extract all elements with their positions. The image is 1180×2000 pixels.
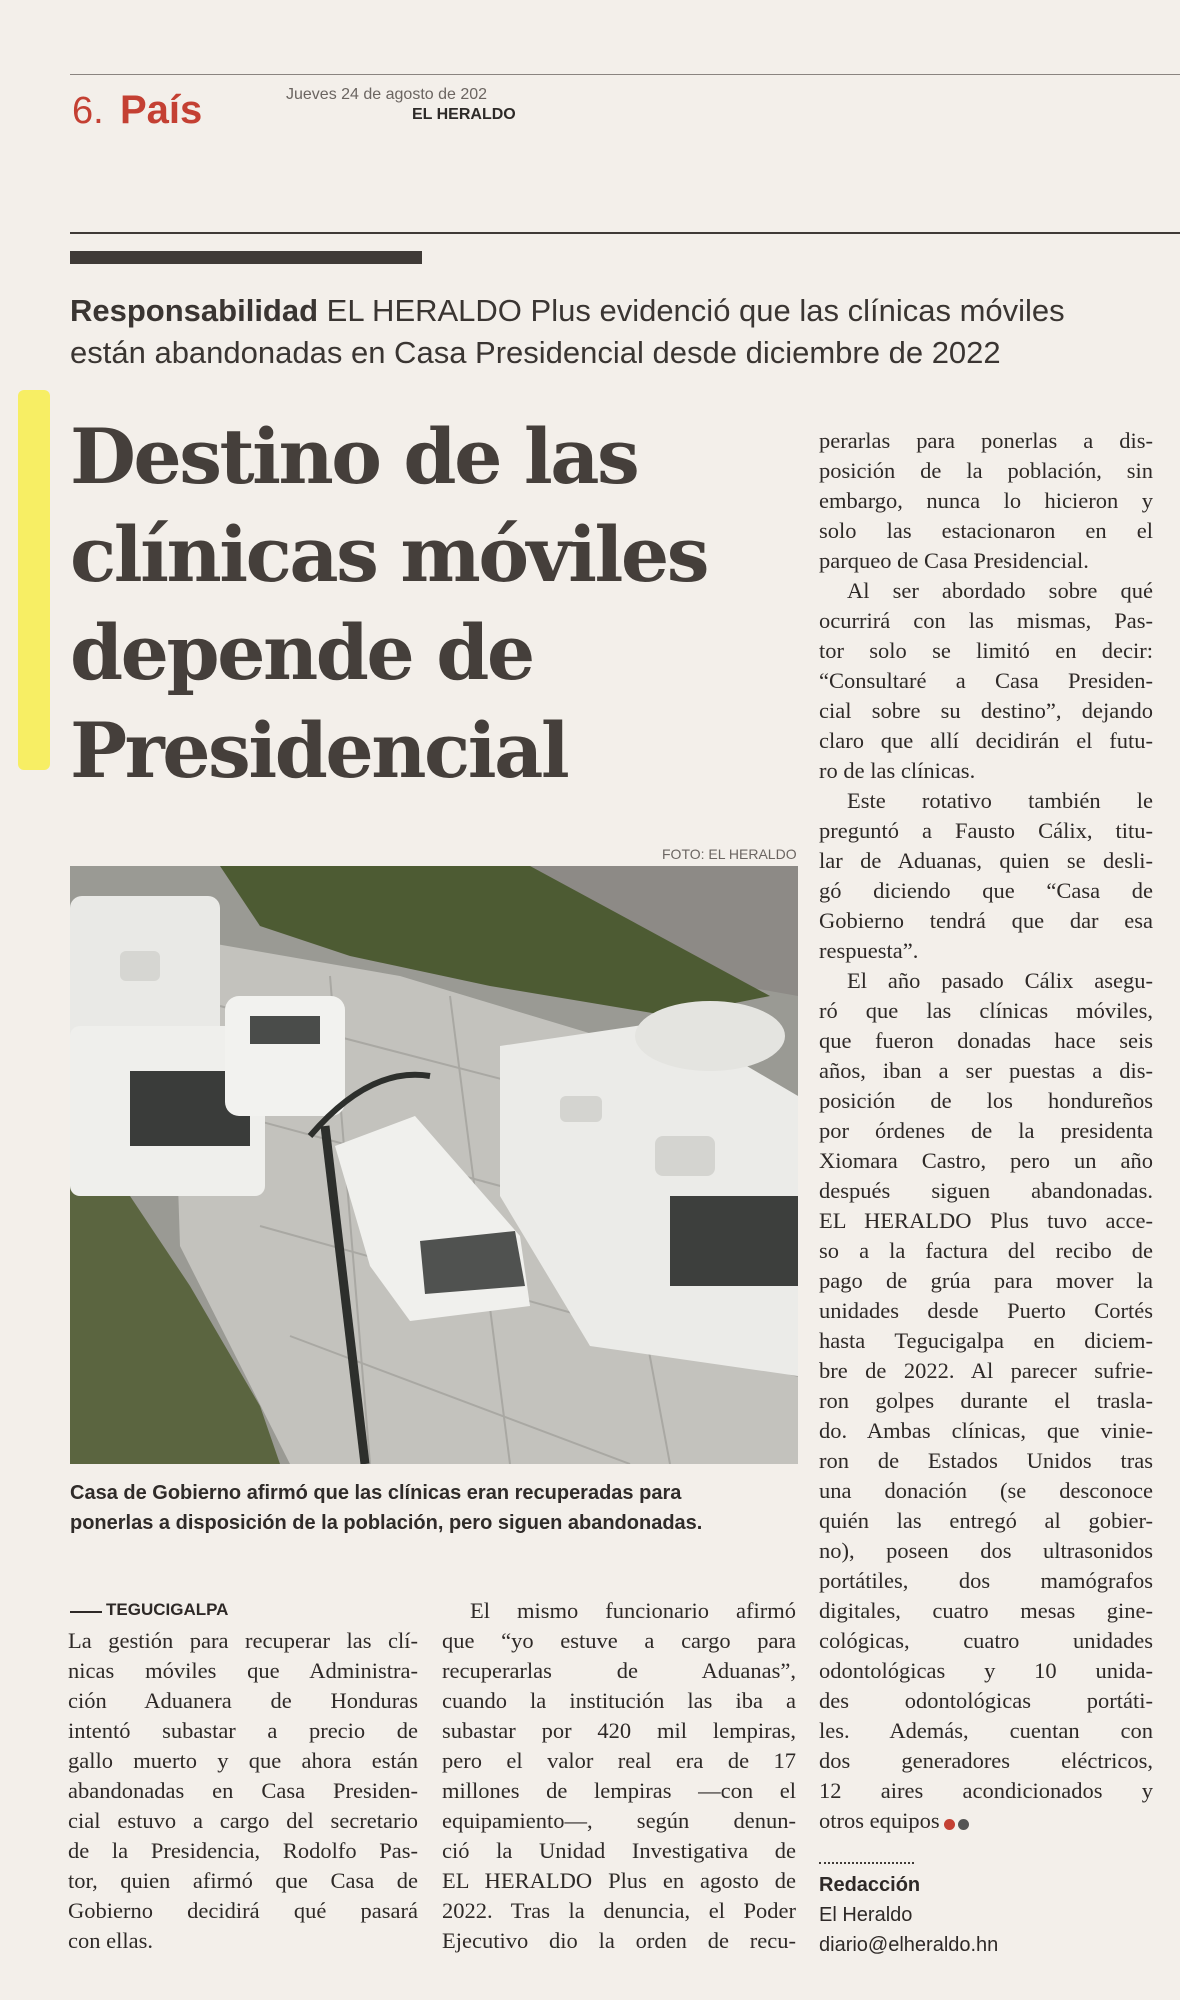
- article-line: EL HERALDO Plus en agosto de: [442, 1868, 796, 1893]
- article-column-2: [442, 1596, 796, 1956]
- article-line: intentó subastar a precio de: [68, 1718, 418, 1743]
- article-line: millones de lempiras —con el: [442, 1778, 796, 1803]
- article-line: claro que allí decidirán el futu-: [819, 728, 1153, 753]
- article-line: preguntó a Fausto Cálix, titu-: [819, 818, 1153, 843]
- article-line: EL HERALDO Plus tuvo acce-: [819, 1208, 1153, 1233]
- top-rule: [70, 74, 1180, 75]
- header-rule: [70, 232, 1180, 234]
- article-line: do. Ambas clínicas, que vinie-: [819, 1418, 1153, 1443]
- article-line: cuando la institución las iba a: [442, 1688, 796, 1713]
- article-line: 2022. Tras la denuncia, el Poder: [442, 1898, 796, 1923]
- article-line: por órdenes de la presidenta: [819, 1118, 1153, 1143]
- headline-line: depende de: [70, 608, 533, 697]
- article-line: perarlas para ponerlas a dis-: [819, 428, 1153, 453]
- article-line: tor solo se limitó en decir:: [819, 638, 1153, 663]
- article-line: les. Además, cuentan con: [819, 1718, 1153, 1743]
- photo-credit: FOTO: EL HERALDO: [662, 846, 797, 862]
- article-line: ron de Estados Unidos tras: [819, 1448, 1153, 1473]
- article-line: so a la factura del recibo de: [819, 1238, 1153, 1263]
- article-line: posición de los hondureños: [819, 1088, 1153, 1113]
- article-line: ocurrirá con las mismas, Pas-: [819, 608, 1153, 633]
- headline-line: clínicas móviles: [70, 510, 708, 599]
- article-line: pago de grúa para mover la: [819, 1268, 1153, 1293]
- byline-label: Redacción: [819, 1874, 921, 1896]
- highlighter-mark: [18, 390, 50, 770]
- article-line: ró que las clínicas móviles,: [819, 998, 1153, 1023]
- accent-bar: [70, 251, 422, 264]
- article-line: Ejecutivo dio la orden de recu-: [442, 1928, 796, 1953]
- kicker: [70, 290, 1150, 374]
- article-line: tor, quien afirmó que Casa de: [68, 1868, 418, 1893]
- article-line: Xiomara Castro, pero un año: [819, 1148, 1153, 1173]
- article-line: quién las entregó al gobier-: [819, 1508, 1153, 1533]
- article-line: que fueron donadas hace seis: [819, 1028, 1153, 1053]
- article-line: nicas móviles que Administra-: [68, 1658, 418, 1683]
- article-line: de la Presidencia, Rodolfo Pas-: [68, 1838, 418, 1863]
- kicker-label: Responsabilidad: [70, 293, 319, 328]
- article-line: respuesta”.: [819, 938, 919, 963]
- article-line: El mismo funcionario afirmó: [470, 1598, 796, 1623]
- publication-name: EL HERALDO: [412, 106, 516, 123]
- article-line: ro de las clínicas.: [819, 758, 976, 783]
- article-line: Al ser abordado sobre qué: [847, 578, 1153, 603]
- article-line: Este rotativo también le: [847, 788, 1153, 813]
- headline-line: Presidencial: [70, 706, 568, 795]
- article-line: solo las estacionaron en el: [819, 518, 1153, 543]
- byline-divider: [819, 1862, 914, 1864]
- article-line: no), poseen dos ultrasonidos: [819, 1538, 1153, 1563]
- article-line: posición de la población, sin: [819, 458, 1153, 483]
- article-line: Gobierno tendrá que dar esa: [819, 908, 1153, 933]
- article-line: cial sobre su destino”, dejando: [819, 698, 1153, 723]
- headline-line: Destino de las: [70, 412, 638, 501]
- publication-date: Jueves 24 de agosto de 202: [286, 86, 488, 103]
- headline: [70, 408, 810, 800]
- caption-line: ponerlas a disposición de la población, pero siguen abandonadas.: [70, 1512, 703, 1534]
- article-line: subastar por 420 mil lempiras,: [442, 1718, 796, 1743]
- article-line: hasta Tegucigalpa en diciem-: [819, 1328, 1153, 1353]
- article-column-3: [819, 426, 1153, 1838]
- section-name: País: [120, 88, 203, 132]
- article-line: portátiles, dos mamógrafos: [819, 1568, 1153, 1593]
- article-line: cial estuvo a cargo del secretario: [68, 1808, 418, 1833]
- photo-caption: [70, 1478, 800, 1538]
- article-column-1: [68, 1626, 418, 1956]
- article-line: embargo, nunca lo hicieron y: [819, 488, 1153, 513]
- article-line: gallo muerto y que ahora están: [68, 1748, 418, 1773]
- article-line: unidades desde Puerto Cortés: [819, 1298, 1153, 1323]
- byline-outlet: El Heraldo: [819, 1904, 913, 1926]
- article-line: una donación (se desconoce: [819, 1478, 1153, 1503]
- article-line: pero el valor real era de 17: [442, 1748, 796, 1773]
- article-line: cológicas, cuatro unidades: [819, 1628, 1153, 1653]
- article-line: gó diciendo que “Casa de: [819, 878, 1153, 903]
- kicker-text-line: EL HERALDO Plus evidenció que las clínicas móviles: [326, 293, 1065, 328]
- article-line: recuperarlas de Aduanas”,: [442, 1658, 796, 1683]
- article-line: que “yo estuve a cargo para: [442, 1628, 796, 1653]
- article-line: con ellas.: [68, 1928, 153, 1953]
- article-line: ció la Unidad Investigativa de: [442, 1838, 796, 1863]
- article-line: años, iban a ser puestas a dis-: [819, 1058, 1153, 1083]
- article-line: ron golpes durante el trasla-: [819, 1388, 1153, 1413]
- kicker-text-line: están abandonadas en Casa Presidencial desde diciembre de 2022: [70, 335, 1001, 370]
- article-line: des odontológicas portáti-: [819, 1688, 1153, 1713]
- article-line: parqueo de Casa Presidencial.: [819, 548, 1089, 573]
- byline-email: diario@elheraldo.hn: [819, 1934, 999, 1956]
- byline: [819, 1870, 998, 1960]
- article-line: equipamiento—, según denun-: [442, 1808, 796, 1833]
- article-line: bre de 2022. Al parecer sufrie-: [819, 1358, 1153, 1383]
- caption-line: Casa de Gobierno afirmó que las clínicas eran recuperadas para: [70, 1482, 682, 1504]
- article-line: dos generadores eléctricos,: [819, 1748, 1153, 1773]
- article-line: digitales, cuatro mesas gine-: [819, 1598, 1153, 1623]
- article-photo: [70, 866, 798, 1464]
- dateline: TEGUCIGALPA: [70, 1600, 228, 1620]
- article-line: después siguen abandonadas.: [819, 1178, 1153, 1203]
- article-line: Gobierno decidirá qué pasará: [68, 1898, 418, 1923]
- article-line: abandonadas en Casa Presiden-: [68, 1778, 418, 1803]
- article-line: odontológicas y 10 unida-: [819, 1658, 1153, 1683]
- article-line: 12 aires acondicionados y: [819, 1778, 1153, 1803]
- article-line: ción Aduanera de Honduras: [68, 1688, 418, 1713]
- page-number: 6.: [72, 90, 104, 132]
- article-line: El año pasado Cálix asegu-: [847, 968, 1153, 993]
- end-of-article-dots: [944, 1808, 972, 1838]
- article-line: otros equipos: [819, 1806, 1153, 1838]
- article-line: “Consultaré a Casa Presiden-: [819, 668, 1153, 693]
- article-line: lar de Aduanas, quien se desli-: [819, 848, 1153, 873]
- article-line: La gestión para recuperar las clí-: [68, 1628, 418, 1653]
